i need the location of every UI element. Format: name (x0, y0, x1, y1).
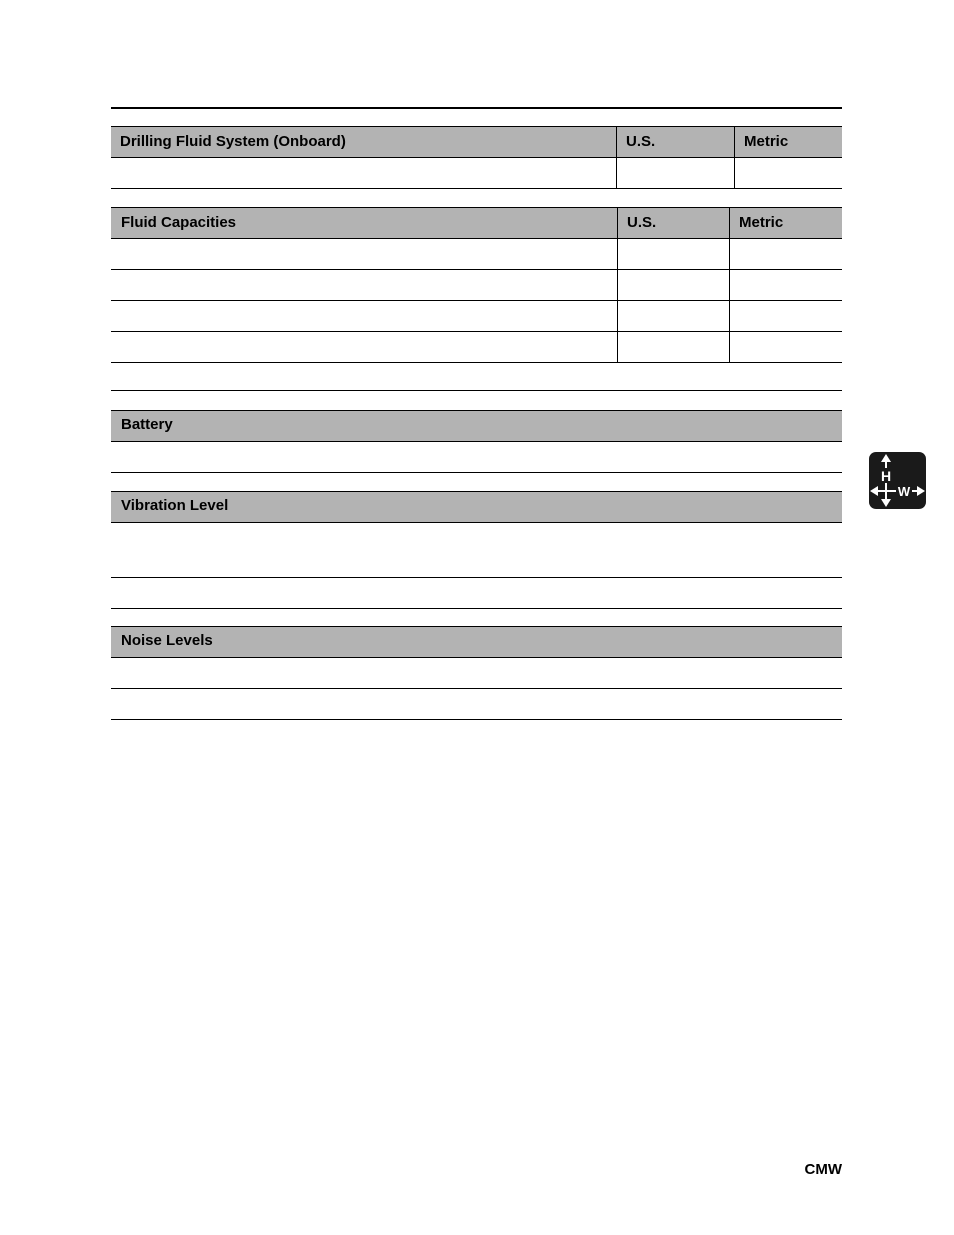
h-label: H (880, 468, 892, 484)
battery-table (111, 410, 842, 473)
table-row (111, 270, 842, 301)
table-row (111, 442, 842, 473)
drilling-fluid-col-us: U.S. (616, 127, 734, 157)
table-row (111, 658, 842, 689)
battery-title: Battery (121, 416, 173, 433)
fluid-capacities-table (111, 207, 842, 391)
height-width-dimensions-icon (869, 452, 926, 509)
fluid-capacities-header (111, 207, 842, 239)
vibration-header (111, 491, 842, 523)
table-row (111, 332, 842, 363)
drilling-fluid-header (111, 126, 842, 158)
table-row (111, 158, 842, 189)
table-row (111, 523, 842, 578)
drilling-fluid-table (111, 126, 842, 189)
drilling-fluid-title: Drilling Fluid System (Onboard) (120, 133, 346, 150)
table-cell (729, 270, 842, 300)
table-row (111, 301, 842, 332)
table-cell (729, 301, 842, 331)
table-cell (617, 332, 729, 362)
table-cell (617, 239, 729, 269)
table-cell (617, 301, 729, 331)
top-rule (111, 107, 842, 109)
fluid-capacities-title: Fluid Capacities (121, 214, 237, 231)
vibration-title: Vibration Level (121, 497, 229, 514)
noise-title: Noise Levels (121, 632, 213, 649)
table-cell (616, 158, 734, 188)
table-cell (729, 332, 842, 362)
w-label: W (897, 484, 911, 499)
fluid-capacities-col-metric: Metric (729, 208, 842, 238)
footer-code: CMW (804, 1161, 842, 1178)
noise-table (111, 626, 842, 720)
drilling-fluid-col-metric: Metric (734, 127, 842, 157)
table-cell (729, 239, 842, 269)
noise-header (111, 626, 842, 658)
battery-header (111, 410, 842, 442)
table-row (111, 363, 842, 391)
table-row (111, 689, 842, 720)
table-row (111, 578, 842, 609)
vibration-table (111, 491, 842, 609)
fluid-capacities-col-us: U.S. (617, 208, 729, 238)
table-cell (734, 158, 842, 188)
table-row (111, 239, 842, 270)
table-cell (617, 270, 729, 300)
